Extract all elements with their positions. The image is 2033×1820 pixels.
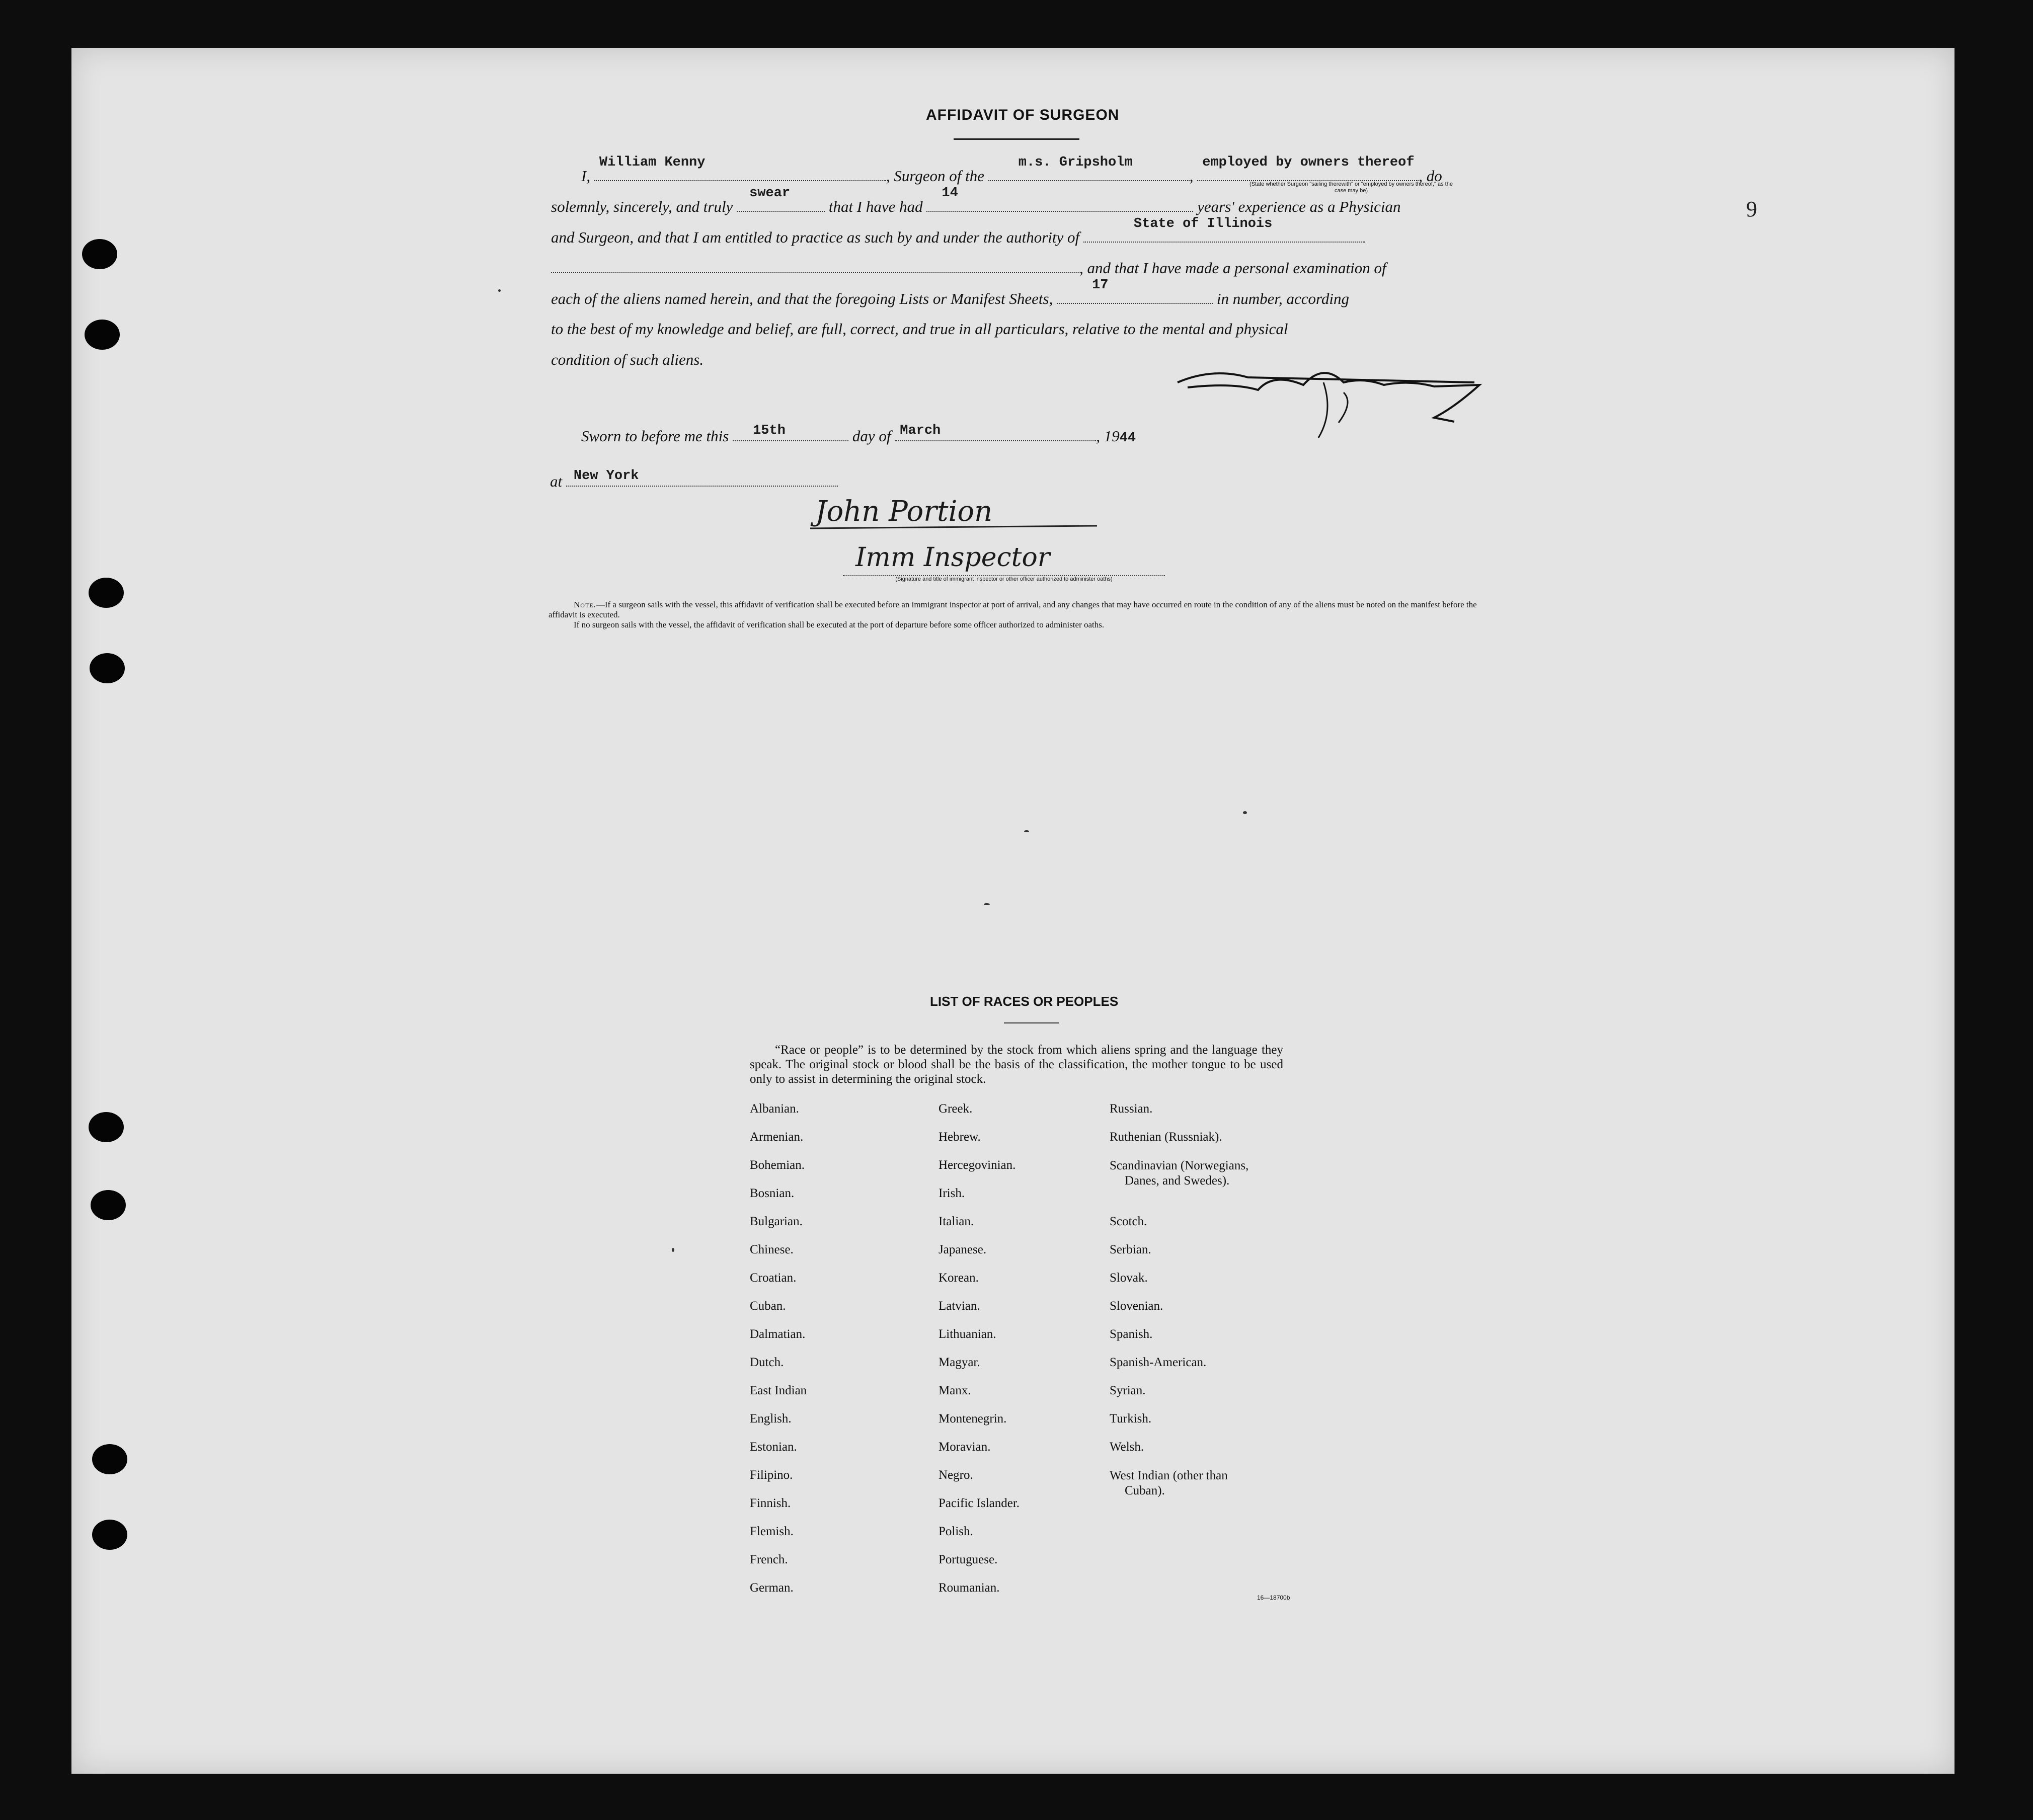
race-item: Turkish.	[1110, 1412, 1152, 1426]
text: each of the aliens named herein, and that the foregoing Lists or Manifest Sheets,	[551, 290, 1053, 307]
text: and Surgeon, and that I am entitled to practice as such by and under the authority of	[551, 228, 1080, 246]
race-item: Russian.	[1110, 1102, 1153, 1116]
affidavit-line-6: to the best of my knowledge and belief, are full, correct, and true in all particulars, relative to the mental and physical	[551, 320, 1288, 338]
page-number: 9	[1746, 197, 1757, 221]
race-item: French.	[750, 1553, 788, 1566]
surgeon-name: William Kenny	[599, 155, 706, 170]
race-item: Dalmatian.	[750, 1327, 806, 1341]
affidavit-line-5	[551, 278, 1487, 313]
race-item: Irish.	[939, 1186, 965, 1200]
inspector-signature	[805, 491, 1117, 536]
sworn-line	[581, 420, 1136, 446]
authority-field	[1083, 216, 1365, 243]
employment: employed by owners thereof	[1202, 155, 1415, 170]
race-item: Japanese.	[939, 1243, 987, 1256]
race-item: Spanish-American.	[1110, 1356, 1207, 1369]
race-item: Croatian.	[750, 1271, 797, 1285]
affidavit-line-4	[551, 252, 1487, 283]
race-item: Serbian.	[1110, 1243, 1151, 1256]
races-column-2	[939, 1102, 1020, 1609]
years: 14	[942, 186, 958, 201]
race-item: Negro.	[939, 1468, 973, 1482]
employment-field	[1197, 155, 1419, 181]
race-item-line: Danes, and Swedes).	[1125, 1174, 1230, 1188]
employment-note: (State whether Surgeon "sailing therewith" or "employed by owners thereof," as the case may be)	[1249, 181, 1453, 194]
note-text: If no surgeon sails with the vessel, the affidavit of verification shall be executed at the port of departure before some officer authorized to administer oaths.	[574, 620, 1105, 629]
race-item: Chinese.	[750, 1243, 794, 1256]
race-item-line: Cuban).	[1125, 1484, 1165, 1497]
race-item: Spanish.	[1110, 1327, 1153, 1341]
races-column-3	[1110, 1102, 1248, 1496]
surgeon-name-field	[594, 155, 886, 181]
race-item: Latvian.	[939, 1299, 980, 1313]
races-column-1	[750, 1102, 807, 1609]
month-field	[895, 420, 1096, 441]
place-line	[550, 465, 838, 491]
race-item	[1110, 1158, 1248, 1186]
race-item: Bulgarian.	[750, 1215, 803, 1228]
punch-hole	[91, 1190, 126, 1220]
speck	[672, 1248, 674, 1252]
race-item: Manx.	[939, 1384, 971, 1397]
place: New York	[573, 468, 639, 484]
race-item: Flemish.	[750, 1525, 794, 1538]
sheets-field	[1057, 278, 1213, 304]
place-field	[566, 465, 838, 487]
speck	[498, 289, 501, 292]
race-item: Bosnian.	[750, 1186, 795, 1200]
text: Sworn to before me this	[581, 427, 729, 445]
sworn-day: 15th	[753, 423, 786, 438]
race-item: Bohemian.	[750, 1158, 805, 1172]
note-text: —If a surgeon sails with the vessel, this affidavit of verification shall be executed before an immigrant inspector at port of arrival, and any changes that may have occurred en route in the condition of any of the aliens must be noted on the manifest before the affidavit is executed.	[549, 600, 1477, 619]
race-item: Moravian.	[939, 1440, 991, 1454]
note-label: Note.	[574, 600, 596, 609]
signature-text: John Portion	[815, 495, 993, 528]
punch-hole	[85, 320, 120, 350]
text: solemnly, sincerely, and truly	[551, 198, 733, 215]
race-item	[1110, 1468, 1248, 1496]
race-item: Syrian.	[1110, 1384, 1146, 1397]
sheets: 17	[1092, 278, 1109, 293]
vessel-field	[988, 155, 1190, 181]
text: day of	[852, 427, 891, 445]
text: at	[550, 472, 563, 490]
race-item: English.	[750, 1412, 792, 1426]
signature-caption: (Signature and title of immigrant inspector or other officer authorized to administer oaths)	[843, 575, 1165, 582]
affidavit-line-3	[551, 216, 1487, 252]
authority: State of Illinois	[1133, 216, 1273, 231]
sworn-month: March	[900, 423, 941, 438]
punch-hole	[90, 653, 125, 683]
sworn-year: 44	[1119, 431, 1136, 446]
text: , 19	[1096, 427, 1120, 445]
text: I,	[581, 167, 591, 185]
race-item: Montenegrin.	[939, 1412, 1007, 1426]
text: , Surgeon of the	[886, 167, 984, 185]
race-item: Finnish.	[750, 1496, 791, 1510]
day-field	[733, 420, 848, 441]
race-item: Cuban.	[750, 1299, 786, 1313]
signature-text: Imm Inspector	[855, 542, 1050, 573]
text: , do	[1419, 167, 1442, 185]
text: that I have had	[828, 198, 923, 215]
inspector-title-signature	[845, 538, 1127, 576]
affidavit-title: AFFIDAVIT OF SURGEON	[926, 107, 1120, 123]
punch-hole	[92, 1444, 127, 1474]
punch-hole	[82, 239, 117, 269]
race-item: East Indian	[750, 1384, 807, 1397]
race-item: Portuguese.	[939, 1553, 998, 1566]
race-item: Slovenian.	[1110, 1299, 1163, 1313]
race-item: Hercegovinian.	[939, 1158, 1016, 1172]
speck	[984, 903, 990, 905]
race-item: Armenian.	[750, 1130, 804, 1144]
race-item: Dutch.	[750, 1356, 784, 1369]
race-item: Korean.	[939, 1271, 979, 1285]
race-item: Welsh.	[1110, 1440, 1144, 1454]
race-item-line: Scandinavian (Norwegians,	[1110, 1159, 1249, 1172]
race-item: Hebrew.	[939, 1130, 981, 1144]
race-item: Magyar.	[939, 1356, 980, 1369]
text: ,	[1189, 167, 1194, 185]
race-item: Pacific Islander.	[939, 1496, 1020, 1510]
speck	[1024, 830, 1029, 832]
race-item: Greek.	[939, 1102, 973, 1116]
affidavit-line-7: condition of such aliens.	[551, 351, 704, 368]
oath: swear	[749, 186, 791, 201]
text: years' experience as a Physician	[1197, 198, 1401, 215]
race-item: Ruthenian (Russniak).	[1110, 1130, 1222, 1144]
race-item: Estonian.	[750, 1440, 797, 1454]
punch-hole	[92, 1520, 127, 1550]
form-number: 16—18700b	[1257, 1594, 1290, 1601]
race-item: German.	[750, 1581, 794, 1595]
title-rule	[954, 138, 1079, 140]
race-item-line: West Indian (other than	[1110, 1469, 1228, 1482]
authority-continuation-field	[551, 252, 1079, 273]
speck	[1243, 811, 1247, 814]
affidavit-note	[549, 600, 1490, 630]
vessel-name: m.s. Gripsholm	[1018, 155, 1133, 170]
races-title-rule	[1004, 1022, 1059, 1023]
race-item: Albanian.	[750, 1102, 799, 1116]
text: , and that I have made a personal examination of	[1079, 259, 1386, 277]
races-intro: “Race or people” is to be determined by the stock from which aliens spring and the language they speak. The original stock or blood shall be the basis of the classification, the mother tongue to be used only to assist in determining the original stock.	[750, 1043, 1283, 1086]
race-item: Polish.	[939, 1525, 973, 1538]
race-item: Scotch.	[1110, 1215, 1147, 1228]
race-item-spacer	[1110, 1186, 1248, 1215]
oath-field	[737, 186, 825, 212]
race-item: Filipino.	[750, 1468, 793, 1482]
surgeon-signature	[1172, 362, 1495, 443]
text: in number, according	[1216, 290, 1350, 307]
race-item: Lithuanian.	[939, 1327, 996, 1341]
race-item: Italian.	[939, 1215, 974, 1228]
race-item: Roumanian.	[939, 1581, 1000, 1595]
races-title: LIST OF RACES OR PEOPLES	[930, 994, 1119, 1009]
race-item: Slovak.	[1110, 1271, 1148, 1285]
punch-hole	[89, 578, 124, 608]
punch-hole	[89, 1112, 124, 1142]
